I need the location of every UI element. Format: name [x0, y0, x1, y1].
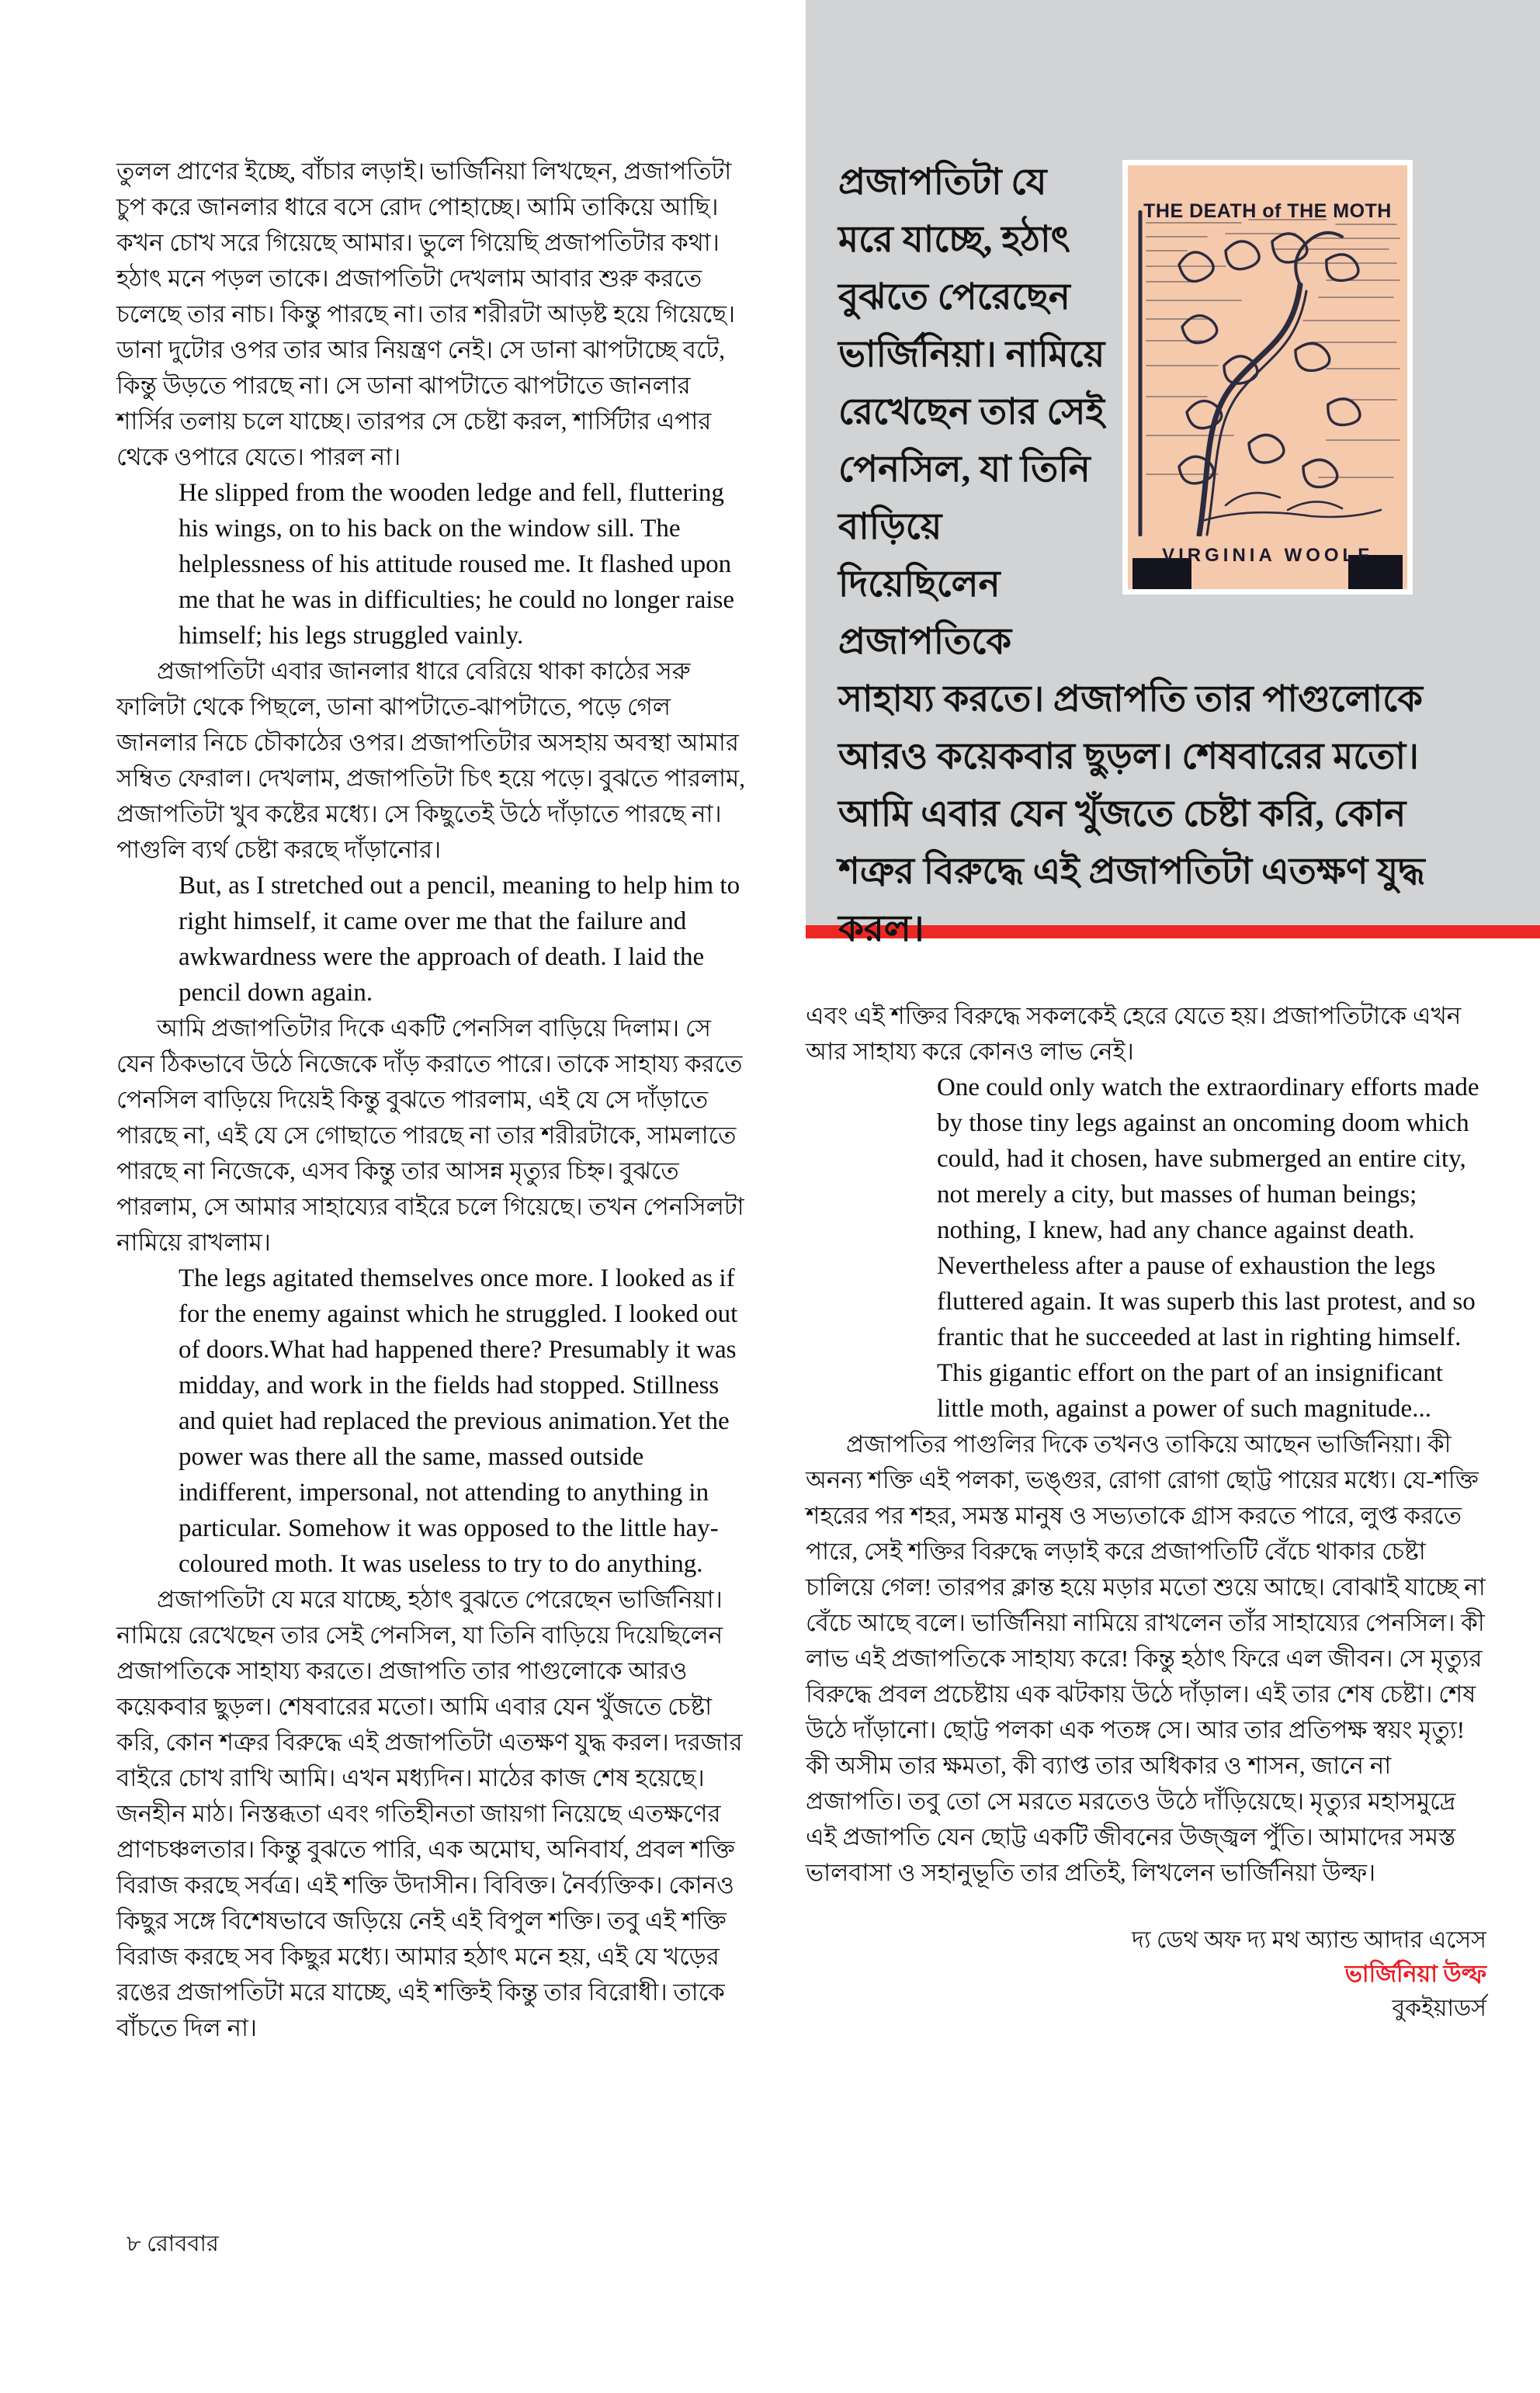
pull-quote-text: প্রজাপতিটা যে মরে যাচ্ছে, হঠাৎ বুঝতে পেরেছেন ভার্জিনিয়া। নামিয়ে রেখেছেন তার সেই পেনসিল, যা তিনি বাড়িয়ে দিয়েছিলেন প্রজাপতিকে সাহায্য করতে। প্রজাপতি তার পাগুলোকে আরও কয়েকবার ছুড়ল। শেষবারের মতো। আমি এবার যেন খুঁজতে চেষ্টা করি, কোন শত্রুর বিরুদ্ধে এই প্রজাপতিটা এতক্ষণ যুদ্ধ করল। — [838, 162, 1425, 949]
left-column — [116, 154, 751, 2046]
bengali-paragraph-2: প্রজাপতিটা এবার জানলার ধারে বেরিয়ে থাকা কাঠের সরু ফালিটা থেকে পিছলে, ডানা ঝাপটাতে-ঝাপটাতে, পড়ে গেল জানলার নিচে চৌকাঠের ওপর। প্রজাপতিটার অসহায় অবস্থা আমার সম্বিত ফেরাল। দেখলাম, প্রজাপতিটা চিৎ হয়ে পড়ে। বুঝতে পারলাম, প্রজাপতিটা খুব কষ্টের মধ্যে। সে কিছুতেই উঠে দাঁড়াতে পারছে না। পাগুলি ব্যর্থ চেষ্টা করছে দাঁড়ানোর। — [116, 657, 745, 863]
bengali-paragraph-1: তুলল প্রাণের ইচ্ছে, বাঁচার লড়াই। ভার্জিনিয়া লিখছেন, প্রজাপতিটা চুপ করে জানলার ধারে বসে রোদ পোহাচ্ছে। আমি তাকিয়ে আছি। কখন চোখ সরে গিয়েছে আমার। ভুলে গিয়েছি প্রজাপতিটার কথা। হঠাৎ মনে পড়ল তাকে। প্রজাপতিটা দেখলাম আবার শুরু করতে চলেছে তার নাচ। কিন্তু পারছে না। তার শরীরটা আড়ষ্ট হয়ে গিয়েছে। ডানা দুটোর ওপর তার আর নিয়ন্ত্রণ নেই। সে ডানা ঝাপটাচ্ছে বটে, কিন্তু উড়তে পারছে না। সে ডানা ঝাপটাতে ঝাপটাতে জানলার শার্সির তলায় চলে যাচ্ছে। তারপর সে চেষ্টা করল, শার্সিটার এপার থেকে ওপারে যেতে। পারল না। — [116, 158, 736, 470]
book-cover — [1122, 160, 1413, 595]
right-column — [806, 998, 1486, 2026]
page-number-footer: ৮ রোববার — [127, 2232, 219, 2256]
credit-work-title: দ্য ডেথ অফ দ্য মথ অ্যান্ড আদার এসেস — [1132, 1927, 1486, 1953]
book-cover-author-band — [1128, 545, 1407, 589]
book-cover-author: VIRGINIA WOOLF — [1162, 545, 1373, 566]
credits-block — [806, 1923, 1486, 2026]
bengali-paragraph-3: আমি প্রজাপতিটার দিকে একটি পেনসিল বাড়িয়ে দিলাম। সে যেন ঠিকভাবে উঠে নিজেকে দাঁড় করাতে পারে। তাকে সাহায্য করতে পেনসিল বাড়িয়ে দিয়েই কিন্তু বুঝতে পারলাম, এই যে সে দাঁড়াতে পারছে না, এই যে সে গোছাতে পারছে না তার শরীরটাকে, সামলাতে পারছে না নিজেকে, এসব কিন্তু তার আসন্ন মৃত্যুর চিহ্ন। বুঝতে পারলাম, সে আমার সাহায্যের বাইরে চলে গিয়েছে। তখন পেনসিলটা নামিয়ে রাখলাম। — [116, 1014, 744, 1256]
book-cover-title: THE DEATH of THE MOTH — [1143, 200, 1392, 222]
english-quote-2: But, as I stretched out a pencil, meaning to help him to right himself, it came over me that the failure and awkwardness were the approach of death. I laid the pencil down again. — [179, 872, 741, 1007]
pull-quote-block — [838, 154, 1483, 958]
bengali-paragraph-4: প্রজাপতিটা যে মরে যাচ্ছে, হঠাৎ বুঝতে পেরেছেন ভার্জিনিয়া। নামিয়ে রেখেছেন তার সেই পেনসিল, যা তিনি বাড়িয়ে দিয়েছিলেন প্রজাপতিকে সাহায্য করতে। প্রজাপতি তার পাগুলোকে আরও কয়েকবার ছুড়ল। শেষবারের মতো। আমি এবার যেন খুঁজতে চেষ্টা করি, কোন শত্রুর বিরুদ্ধে এই প্রজাপতিটা এতক্ষণ যুদ্ধ করল। দরজার বাইরে চোখ রাখি আমি। এখন মধ্যদিন। মাঠের কাজ শেষ হয়েছে। জনহীন মাঠ। নিস্তব্ধতা এবং গতিহীনতা জায়গা নিয়েছে এতক্ষণের প্রাণচঞ্চলতার। কিন্তু বুঝতে পারি, এক অমোঘ, অনিবার্য, প্রবল শক্তি বিরাজ করছে সর্বত্র। এই শক্তি উদাসীন। বিবিক্ত। নৈর্ব্যক্তিক। কোনও কিছুর সঙ্গে বিশেষভাবে জড়িয়ে নেই এই বিপুল শক্তি। তবু এই শক্তি বিরাজ করছে সব কিছুর মধ্যে। আমার হঠাৎ মনে হয়, এই যে খড়ের রঙের প্রজাপতিটা মরে যাচ্ছে, এই শক্তিই কিন্তু তার বিরোধী। তাকে বাঁচতে দিল না। — [116, 1586, 743, 2041]
english-quote-1: He slipped from the wooden ledge and fell, fluttering his wings, on to his back on the window sill. The helplessness of his attitude roused me. It flashed upon me that he was in difficulties; he could no longer raise himself; his legs struggled vainly. — [179, 479, 735, 650]
english-quote-3: The legs agitated themselves once more. I looked as if for the enemy against which he struggled. I looked out of doors.What had happened there? Presumably it was midday, and work in the fields had stopped. Stillness and quiet had replaced the previous animation.Yet the power was there all the same, massed outside indifferent, impersonal, not attending to anything in particular. Somehow it was opposed to the little hay-coloured moth. It was useless to try to do anything. — [179, 1264, 738, 1578]
bengali-paragraph-5: প্রজাপতির পাগুলির দিকে তখনও তাকিয়ে আছেন ভার্জিনিয়া। কী অনন্য শক্তি এই পলকা, ভঙ্গুর, রোগা রোগা ছোট্ট পায়ের মধ্যে। যে-শক্তি শহরের পর শহর, সমস্ত মানুষ ও সভ্যতাকে গ্রাস করতে পারে, লুপ্ত করতে পারে, সেই শক্তির বিরুদ্ধে লড়াই করে প্রজাপতিটি বেঁচে থাকার চেষ্টা চালিয়ে গেল! তারপর ক্লান্ত হয়ে মড়ার মতো শুয়ে আছে। বোঝাই যাচ্ছে না বেঁচে আছে বলে। ভার্জিনিয়া নামিয়ে রাখলেন তাঁর সাহায্যের পেনসিল। কী লাভ এই প্রজাপতিকে সাহায্য করে! কিন্তু হঠাৎ ফিরে এল জীবন। সে মৃত্যুর বিরুদ্ধে প্রবল প্রচেষ্টায় এক ঝটকায় উঠে দাঁড়াল। এই তার শেষ চেষ্টা। শেষ উঠে দাঁড়ানো। ছোট্ট পলকা এক পতঙ্গ সে। আর তার প্রতিপক্ষ স্বয়ং মৃত্যু! কী অসীম তার ক্ষমতা, কী ব্যাপ্ত তার অধিকার ও শাসন, জানে না প্রজাপতি। তবু তো সে মরতে মরতেও উঠে দাঁড়িয়েছে। মৃত্যুর মহাসমুদ্রে এই প্রজাপতি যেন ছোট্ট একটি জীবনের উজ্জ্বল পুঁতি। আমাদের সমস্ত ভালবাসা ও সহানুভূতি তার প্রতিই, লিখলেন ভার্জিনিয়া উল্ফ। — [806, 1431, 1486, 1886]
english-quote-4: One could only watch the extraordinary efforts made by those tiny legs against an oncoming doom which could, had it chosen, have submerged an entire city, not merely a city, but masses of human beings; nothing, I knew, had any chance against death. Nevertheless after a pause of exhaustion the legs fluttered again. It was superb this last protest, and so frantic that he succeeded at last in righting himself. This gigantic effort on the part of an insignificant little moth, against a power of such magnitude... — [937, 1073, 1479, 1423]
credit-publisher: বুকইয়াডর্স — [1392, 1996, 1486, 2021]
bengali-intro: এবং এই শক্তির বিরুদ্ধে সকলকেই হেরে যেতে হয়। প্রজাপতিটাকে এখন আর সাহায্য করে কোনও লাভ নেই। — [806, 1002, 1462, 1065]
credit-author-name: ভার্জিনিয়া উল্ফ — [1344, 1961, 1486, 1987]
moth-etching-illustration — [1132, 210, 1403, 536]
book-cover-inner — [1128, 165, 1407, 589]
